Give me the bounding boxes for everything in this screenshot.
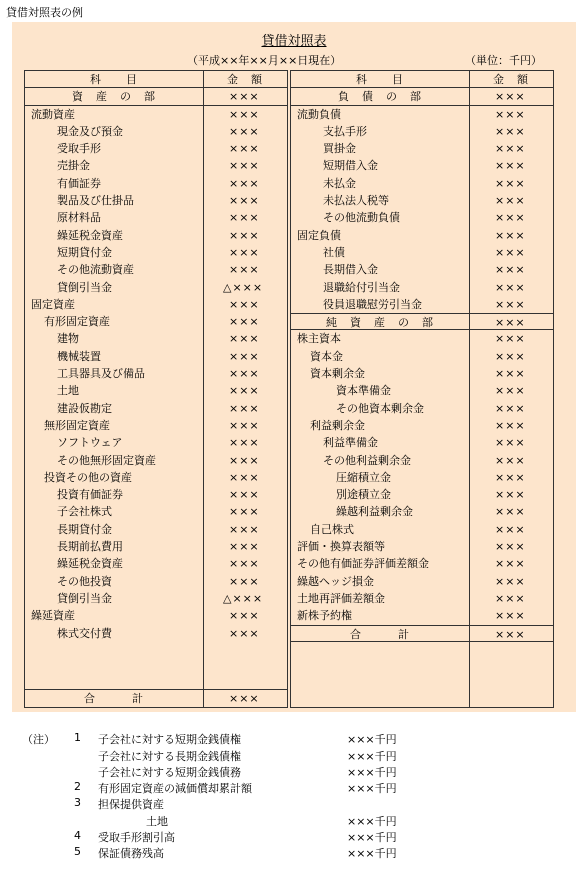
item-label: 製品及び仕掛品 — [57, 194, 134, 208]
item-amount: ××× — [495, 316, 526, 330]
table-row — [291, 382, 553, 399]
item-label: 有形固定資産 — [44, 315, 110, 329]
item-amount: ××× — [229, 90, 260, 104]
item-label: 流動資産 — [31, 107, 75, 121]
table-row — [291, 123, 553, 140]
page-heading: 貸借対照表の例 — [6, 6, 83, 19]
sheet-unit: （単位：千円） — [465, 54, 542, 67]
item-amount: ××× — [229, 488, 260, 502]
item-label: 長期前払費用 — [57, 540, 123, 554]
table-row — [25, 365, 287, 382]
sheet-date: （平成××年××月××日現在） — [187, 54, 342, 67]
item-label: 資本剰余金 — [310, 367, 365, 381]
item-label: 固定資産 — [31, 297, 75, 311]
item-label: 繰越利益剰余金 — [336, 505, 413, 519]
item-amount: ××× — [229, 245, 260, 259]
item-label: 繰越ヘッジ損金 — [297, 574, 374, 588]
item-amount: ××× — [229, 418, 260, 432]
item-label: 売掛金 — [57, 159, 90, 173]
item-label: 建物 — [57, 332, 79, 346]
item-amount: ××× — [495, 176, 526, 190]
item-amount: ××× — [229, 470, 260, 484]
item-label: その他流動負債 — [323, 211, 400, 225]
item-label: 短期借入金 — [323, 159, 378, 173]
item-amount: ××× — [229, 505, 260, 519]
note-value: ×××千円 — [347, 733, 397, 746]
item-label: 子会社株式 — [57, 505, 112, 519]
item-amount: ××× — [495, 211, 526, 225]
item-amount: ××× — [495, 142, 526, 156]
item-label: 資本金 — [310, 349, 343, 363]
table-row — [291, 521, 553, 538]
item-label: 買掛金 — [323, 142, 356, 156]
item-amount: ××× — [229, 522, 260, 536]
table-row — [25, 140, 287, 157]
item-label: 合 計 — [350, 627, 410, 641]
item-amount: ××× — [229, 453, 260, 467]
item-amount: ××× — [229, 315, 260, 329]
table-row — [291, 140, 553, 157]
item-label: その他資本剰余金 — [336, 401, 424, 415]
table-row — [291, 227, 553, 244]
table-row — [25, 486, 287, 503]
item-label: 新株予約権 — [297, 609, 352, 623]
item-label: 未払金 — [323, 176, 356, 190]
item-amount: ××× — [495, 557, 526, 571]
item-amount: ××× — [229, 176, 260, 190]
item-amount: ××× — [495, 453, 526, 467]
assets-total-row — [25, 689, 287, 707]
item-label: 資 産 の 部 — [72, 90, 156, 104]
item-label: 現金及び預金 — [57, 124, 123, 138]
item-amount: ××× — [495, 263, 526, 277]
sheet-title-wrap — [12, 30, 576, 49]
item-amount: △××× — [223, 280, 264, 294]
item-amount: ××× — [229, 349, 260, 363]
item-amount: ××× — [495, 159, 526, 173]
item-amount: ××× — [495, 609, 526, 623]
table-row — [291, 192, 553, 209]
item-amount: ××× — [495, 540, 526, 554]
item-label: 資本準備金 — [336, 384, 391, 398]
item-label: 評価・換算表額等 — [297, 540, 385, 554]
table-row — [291, 452, 553, 469]
item-label: 支払手形 — [323, 124, 367, 138]
item-label: 社債 — [323, 245, 345, 259]
item-label: 長期借入金 — [323, 263, 378, 277]
table-row — [25, 555, 287, 572]
item-amount: ××× — [229, 384, 260, 398]
item-amount: ××× — [229, 159, 260, 173]
table-row — [291, 417, 553, 434]
item-label: 別途積立金 — [336, 488, 391, 502]
table-header — [25, 71, 287, 88]
item-amount: ××× — [229, 557, 260, 571]
table-row — [291, 261, 553, 278]
table-row — [25, 469, 287, 486]
notes-mark: （注） — [22, 733, 55, 746]
item-amount: ××× — [229, 107, 260, 121]
item-amount: ××× — [495, 470, 526, 484]
table-row — [291, 469, 553, 486]
item-amount: ××× — [229, 211, 260, 225]
table-row — [25, 590, 287, 607]
item-amount: ××× — [229, 626, 260, 640]
item-amount: ××× — [229, 263, 260, 277]
note-text: 子会社に対する長期金銭債権 — [98, 750, 241, 763]
table-row — [291, 106, 553, 123]
item-label: 受取手形 — [57, 142, 101, 156]
item-label: 利益準備金 — [323, 436, 378, 450]
note-text: 有形固定資産の減価償却累計額 — [98, 782, 252, 795]
item-amount: ××× — [495, 505, 526, 519]
liabilities-table — [290, 70, 554, 708]
header-item: 科 目 — [356, 73, 404, 86]
note-text: 受取手形割引高 — [98, 831, 175, 844]
item-amount: ××× — [495, 194, 526, 208]
item-label: 株式交付費 — [57, 626, 112, 640]
item-label: その他利益剰余金 — [323, 453, 411, 467]
table-row — [25, 452, 287, 469]
table-row — [291, 296, 553, 313]
item-amount: ××× — [229, 401, 260, 415]
item-amount: ××× — [495, 436, 526, 450]
item-amount: ××× — [229, 194, 260, 208]
item-amount: ××× — [229, 367, 260, 381]
header-amount: 金 額 — [493, 73, 529, 86]
item-label: 純 資 産 の 部 — [326, 316, 434, 330]
section-row — [291, 88, 553, 105]
note-value: ×××千円 — [347, 782, 397, 795]
item-label: 土地再評価差額金 — [297, 591, 385, 605]
item-amount: ××× — [495, 332, 526, 346]
table-row — [25, 296, 287, 313]
table-row — [25, 417, 287, 434]
item-label: 有価証券 — [57, 176, 101, 190]
table-row — [25, 244, 287, 261]
note-value: ×××千円 — [347, 831, 397, 844]
item-amount: ××× — [495, 488, 526, 502]
note-number: 1 — [74, 731, 81, 744]
sheet-title: 貸借対照表 — [261, 34, 327, 49]
header-amount: 金 額 — [227, 73, 263, 86]
table-row — [291, 573, 553, 590]
note-number: 2 — [74, 780, 81, 793]
item-label: 建設仮勘定 — [57, 401, 112, 415]
item-amount: ××× — [495, 367, 526, 381]
assets-rows — [25, 71, 287, 642]
table-row — [25, 348, 287, 365]
table-row — [25, 521, 287, 538]
item-label: その他流動資産 — [57, 263, 134, 277]
table-row — [25, 382, 287, 399]
table-row — [291, 607, 553, 624]
item-label: 退職給付引当金 — [323, 280, 400, 294]
item-label: その他有価証券評価差額金 — [297, 557, 429, 571]
note-text: 保証債務残高 — [98, 847, 164, 860]
item-label: 負 債 の 部 — [338, 90, 422, 104]
note-text: 子会社に対する短期金銭債務 — [98, 766, 241, 779]
table-row — [25, 330, 287, 347]
item-amount: ××× — [495, 107, 526, 121]
item-amount: ××× — [229, 436, 260, 450]
item-amount: ××× — [495, 591, 526, 605]
table-row — [291, 486, 553, 503]
item-label: 固定負債 — [297, 228, 341, 242]
item-label: 投資その他の資産 — [44, 470, 132, 484]
item-label: 圧縮積立金 — [336, 470, 391, 484]
table-row — [291, 175, 553, 192]
item-amount: ××× — [495, 245, 526, 259]
section-row — [25, 88, 287, 105]
item-amount: ××× — [229, 332, 260, 346]
item-label: 土地 — [57, 384, 79, 398]
table-row — [25, 313, 287, 330]
item-label: 繰延税金資産 — [57, 557, 123, 571]
section-row — [291, 313, 553, 330]
table-row — [25, 503, 287, 520]
item-amount: ××× — [495, 522, 526, 536]
item-amount: ××× — [229, 297, 260, 311]
total-row — [291, 625, 553, 642]
table-row — [291, 538, 553, 555]
item-amount: △××× — [223, 591, 264, 605]
table-row — [25, 227, 287, 244]
table-row — [25, 157, 287, 174]
table-row — [25, 400, 287, 417]
item-label: 貸倒引当金 — [57, 591, 112, 605]
item-amount: ××× — [495, 228, 526, 242]
note-text: 子会社に対する短期金銭債権 — [98, 733, 241, 746]
total-label: 合 計 — [84, 692, 144, 705]
note-value: ×××千円 — [347, 750, 397, 763]
item-label: ソフトウェア — [57, 436, 123, 450]
table-row — [25, 261, 287, 278]
item-label: 利益剰余金 — [310, 418, 365, 432]
table-row — [291, 279, 553, 296]
table-row — [291, 434, 553, 451]
table-row — [25, 573, 287, 590]
header-item: 科 目 — [90, 73, 138, 86]
item-amount: ××× — [229, 574, 260, 588]
table-row — [291, 157, 553, 174]
table-row — [25, 625, 287, 642]
table-row — [25, 434, 287, 451]
table-row — [25, 607, 287, 624]
table-row — [25, 192, 287, 209]
table-row — [291, 590, 553, 607]
table-row — [291, 555, 553, 572]
item-amount: ××× — [495, 349, 526, 363]
item-label: 原材料品 — [57, 211, 101, 225]
item-label: 未払法人税等 — [323, 194, 389, 208]
table-row — [25, 106, 287, 123]
note-number: 3 — [74, 796, 81, 809]
table-row — [291, 244, 553, 261]
table-row — [25, 209, 287, 226]
item-label: 役員退職慰労引当金 — [323, 297, 422, 311]
item-label: 繰延税金資産 — [57, 228, 123, 242]
table-row — [25, 175, 287, 192]
note-value: ×××千円 — [347, 847, 397, 860]
item-label: 無形固定資産 — [44, 418, 110, 432]
liabilities-rows — [291, 71, 553, 642]
item-amount: ××× — [495, 401, 526, 415]
item-label: 流動負債 — [297, 107, 341, 121]
table-row — [291, 330, 553, 347]
table-row — [291, 348, 553, 365]
item-label: 繰延資産 — [31, 609, 75, 623]
item-amount: ××× — [495, 384, 526, 398]
item-label: 機械装置 — [57, 349, 101, 363]
item-label: 投資有価証券 — [57, 488, 123, 502]
item-amount: ××× — [495, 90, 526, 104]
note-number: 4 — [74, 829, 81, 842]
assets-table — [24, 70, 288, 708]
item-amount: ××× — [495, 280, 526, 294]
table-row — [25, 538, 287, 555]
item-amount: ××× — [229, 124, 260, 138]
note-text: 土地 — [146, 815, 168, 828]
item-amount: ××× — [495, 574, 526, 588]
item-amount: ××× — [229, 540, 260, 554]
item-label: 株主資本 — [297, 332, 341, 346]
total-amount: ××× — [229, 692, 260, 705]
item-amount: ××× — [229, 228, 260, 242]
balance-sheet — [12, 22, 576, 712]
item-label: 貸倒引当金 — [57, 280, 112, 294]
note-number: 5 — [74, 845, 81, 858]
note-value: ×××千円 — [347, 766, 397, 779]
item-amount: ××× — [495, 124, 526, 138]
table-row — [291, 503, 553, 520]
item-label: その他投資 — [57, 574, 112, 588]
table-row — [291, 365, 553, 382]
table-row — [291, 400, 553, 417]
table-header — [291, 71, 553, 88]
item-amount: ××× — [495, 627, 526, 641]
item-amount: ××× — [495, 418, 526, 432]
item-label: 短期貸付金 — [57, 245, 112, 259]
item-label: その他無形固定資産 — [57, 453, 156, 467]
item-amount: ××× — [495, 297, 526, 311]
note-value: ×××千円 — [347, 815, 397, 828]
item-label: 自己株式 — [310, 522, 354, 536]
table-row — [291, 209, 553, 226]
item-label: 工具器具及び備品 — [57, 367, 145, 381]
table-row — [25, 123, 287, 140]
item-label: 長期貸付金 — [57, 522, 112, 536]
note-text: 担保提供資産 — [98, 798, 164, 811]
item-amount: ××× — [229, 142, 260, 156]
table-row — [25, 279, 287, 296]
item-amount: ××× — [229, 609, 260, 623]
